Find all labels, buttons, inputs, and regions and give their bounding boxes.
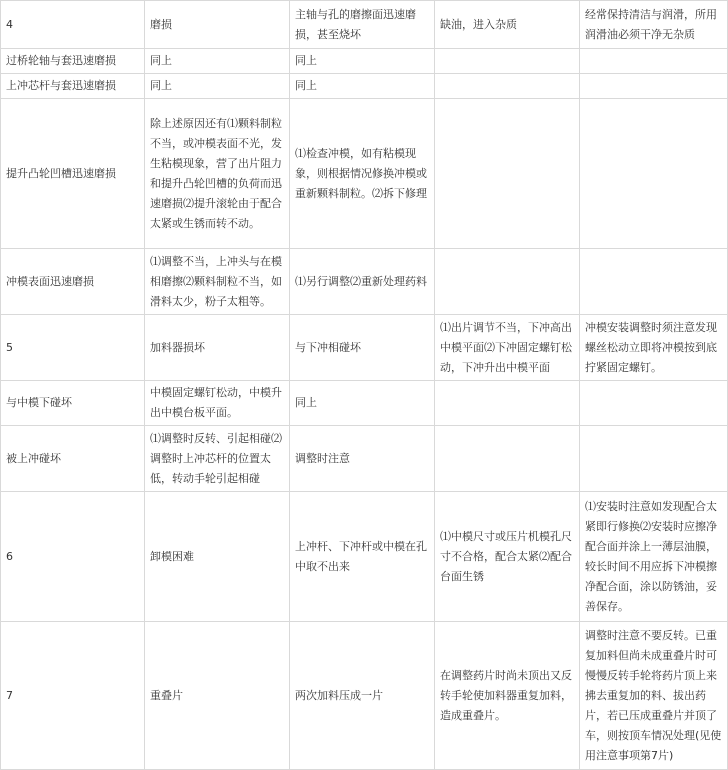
table-cell: ⑴调整时反转、引起相碰⑵调整时上冲芯杆的位置太低，转动手轮引起相碰 bbox=[145, 426, 290, 492]
table-cell: 同上 bbox=[145, 74, 290, 99]
table-cell: ⑴检查冲模，如有粘模现象，则根据情况修换冲模或重新颗料制粒。⑵拆下修理 bbox=[290, 99, 435, 249]
table-cell: 同上 bbox=[290, 74, 435, 99]
table-cell: 加料器损坏 bbox=[145, 315, 290, 381]
table-cell bbox=[435, 426, 580, 492]
table-cell: 4 bbox=[1, 1, 145, 49]
table-cell: 缺油，进入杂质 bbox=[435, 1, 580, 49]
table-cell: ⑴安装时注意如发现配合太紧即行修换⑵安装时应擦净配合面并涂上一薄层油膜，较长时间不用应拆下冲模擦净配合面，涂以防锈油，妥善保存。 bbox=[580, 492, 728, 622]
table-cell bbox=[435, 49, 580, 74]
table-cell: 过桥轮轴与套迅速磨损 bbox=[1, 49, 145, 74]
table-row bbox=[1, 315, 728, 381]
table-cell: 两次加料压成一片 bbox=[290, 622, 435, 770]
table-row bbox=[1, 249, 728, 315]
table-cell: 冲模安装调整时须注意发现螺丝松动立即将冲模按到底拧紧固定螺钉。 bbox=[580, 315, 728, 381]
table-cell: 中模固定螺钉松动，中模升出中模台板平面。 bbox=[145, 381, 290, 426]
table-cell: ⑴调整不当，上冲头与在模相磨擦⑵颗料制粒不当，如滑料太少，粉子太粗等。 bbox=[145, 249, 290, 315]
table-cell: 上冲芯杆与套迅速磨损 bbox=[1, 74, 145, 99]
table-cell: 被上冲碰坏 bbox=[1, 426, 145, 492]
table-row bbox=[1, 49, 728, 74]
table-cell: 在调整药片时尚未顶出又反转手轮使加料器重复加料，造成重叠片。 bbox=[435, 622, 580, 770]
table-cell: ⑴出片调节不当，下冲高出中模平面⑵下冲固定螺钉松动，下冲升出中模平面 bbox=[435, 315, 580, 381]
table-cell: 同上 bbox=[290, 49, 435, 74]
table-cell: 调整时注意 bbox=[290, 426, 435, 492]
table-cell: 5 bbox=[1, 315, 145, 381]
table-cell: 7 bbox=[1, 622, 145, 770]
table-cell: 经常保持清洁与润滑，所用润滑油必须干净无杂质 bbox=[580, 1, 728, 49]
table-cell bbox=[580, 99, 728, 249]
table-cell: 上冲杆、下冲杆或中模在孔中取不出来 bbox=[290, 492, 435, 622]
table-cell bbox=[580, 74, 728, 99]
table-row bbox=[1, 1, 728, 49]
table-cell: 主轴与孔的磨擦面迅速磨损，甚至烧坏 bbox=[290, 1, 435, 49]
table-cell: 重叠片 bbox=[145, 622, 290, 770]
table-cell: 调整时注意不要反转。已重复加料但尚未成重叠片时可慢慢反转手轮将药片顶上来拂去重复加的料、拔出药片，若已压成重叠片并顶了车，则按顶车情况处理(见使用注意事项第7片) bbox=[580, 622, 728, 770]
table-cell: 卸模困难 bbox=[145, 492, 290, 622]
table-cell bbox=[580, 381, 728, 426]
table-cell: 6 bbox=[1, 492, 145, 622]
table-cell bbox=[435, 381, 580, 426]
table-cell: 除上述原因还有⑴颗料制粒不当，或冲模表面不光，发生粘模现象，营了出片阻力和提升凸轮凹槽的负荷而迅速磨损⑵提升滚轮由于配合太紧或生锈而转不动。 bbox=[145, 99, 290, 249]
table-row bbox=[1, 492, 728, 622]
table-cell: 同上 bbox=[290, 381, 435, 426]
table-cell bbox=[580, 426, 728, 492]
table-cell: 冲模表面迅速磨损 bbox=[1, 249, 145, 315]
table-cell bbox=[435, 74, 580, 99]
table-cell: 提升凸轮凹槽迅速磨损 bbox=[1, 99, 145, 249]
table-row bbox=[1, 99, 728, 249]
table-cell: 与下冲相碰坏 bbox=[290, 315, 435, 381]
table-row bbox=[1, 426, 728, 492]
table-cell: 与中模下碰坏 bbox=[1, 381, 145, 426]
table-cell: ⑴中模尺寸或压片机模孔尺寸不合格，配合太紧⑵配合台面生锈 bbox=[435, 492, 580, 622]
table-cell: 磨损 bbox=[145, 1, 290, 49]
table-row bbox=[1, 74, 728, 99]
table-row bbox=[1, 622, 728, 770]
table-cell: ⑴另行调整⑵重新处理药料 bbox=[290, 249, 435, 315]
table-cell bbox=[435, 99, 580, 249]
table-row bbox=[1, 381, 728, 426]
table-cell: 同上 bbox=[145, 49, 290, 74]
table-cell bbox=[435, 249, 580, 315]
table-cell bbox=[580, 49, 728, 74]
table-cell bbox=[580, 249, 728, 315]
